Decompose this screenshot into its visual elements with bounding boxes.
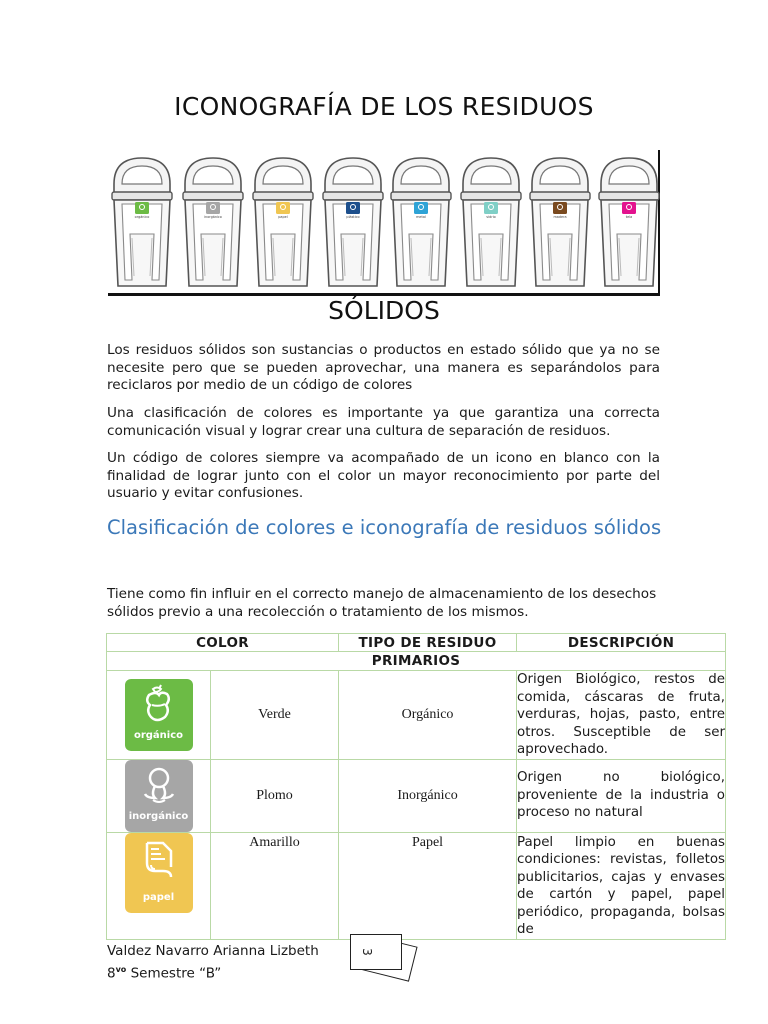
recycling-bin-drawing	[387, 154, 455, 290]
semester-line: $8^{vo}$ Semestre “B”	[107, 964, 222, 981]
tipo-cell: Papel	[339, 832, 517, 939]
bin-label: inorgánico	[204, 215, 222, 219]
wood-icon	[553, 202, 567, 214]
section-heading: Clasificación de colores e iconografía de residuos sólidos	[107, 516, 662, 539]
page-number: 3	[359, 948, 374, 956]
recycling-bin-drawing	[179, 154, 247, 290]
descripcion-cell: Origen Biológico, restos de comida, cáscaras de fruta, verduras, hojas, pasto, entre otros. Susceptible de ser aprovechado.	[517, 672, 726, 757]
recycling-bin-drawing	[108, 154, 176, 290]
bin-label: orgánico	[134, 215, 150, 219]
section-paragraph: Tiene como fin influir en el correcto manejo de almacenamiento de los desechos sólidos previo a una recolección o tratamiento de los mismos.	[107, 586, 657, 620]
bin-label: plástico	[346, 215, 360, 219]
document-title: ICONOGRAFÍA DE LOS RESIDUOS	[174, 92, 594, 121]
can-icon	[414, 202, 428, 214]
group-label: PRIMARIOS	[107, 652, 726, 671]
bin-label: vidrio	[486, 215, 496, 219]
paper-icon	[276, 202, 290, 214]
document-subtitle: SÓLIDOS	[328, 296, 440, 325]
header-descripcion: DESCRIPCIÓN	[517, 634, 726, 652]
recycling-bin-drawing	[319, 154, 387, 290]
bin-label: papel	[278, 215, 288, 219]
recycling-bins-illustration	[108, 150, 660, 296]
table-row	[107, 832, 726, 939]
footer-author-block	[107, 943, 319, 983]
icon-label: inorgánico	[128, 810, 189, 822]
intro-paragraph-3: Un código de colores siempre va acompañado de un icono en blanco con la finalidad de lograr junto con el color un mayor reconocimiento por parte del usuario y evitar confusiones.	[107, 450, 660, 501]
icon-label: papel	[142, 891, 175, 903]
intro-paragraph-1: Los residuos sólidos son sustancias o productos en estado sólido que ya no se necesite pero que se pueden aprovechar, una manera es separándolos para reciclaros por medio de un código de colores	[107, 342, 660, 393]
recycling-bin	[387, 154, 455, 290]
tipo-cell: Inorgánico	[339, 759, 517, 832]
bin-label: metal	[416, 215, 426, 219]
recycling-bin-drawing	[249, 154, 317, 290]
recycling-bin-drawing	[595, 154, 663, 290]
bin-label: tela	[625, 215, 633, 219]
recycling-bin	[249, 154, 317, 290]
header-tipo: TIPO DE RESIDUO	[339, 634, 517, 652]
tipo-cell: Orgánico	[339, 671, 517, 760]
apple-core-icon	[137, 683, 181, 727]
table-row	[107, 671, 726, 760]
bottle-icon	[346, 202, 360, 214]
page-number-badge	[348, 932, 428, 980]
recycling-bin-drawing	[457, 154, 525, 290]
icon-label: orgánico	[133, 729, 184, 741]
bag-icon	[137, 764, 181, 808]
intro-paragraph-2: Una clasificación de colores es importante ya que garantiza una correcta comunicación visual y lograr crear una cultura de separación de residuos.	[107, 405, 660, 439]
color-cell: Plomo	[211, 759, 339, 832]
icon-cell	[107, 832, 211, 939]
paper-icon	[137, 837, 181, 881]
organico-icon-box	[125, 679, 193, 751]
recycling-bin	[457, 154, 525, 290]
recycling-bin	[108, 154, 176, 290]
recycling-bin	[319, 154, 387, 290]
bin-label: madera	[553, 215, 567, 219]
table-row	[107, 759, 726, 832]
descripcion-cell: Papel limpio en buenas condiciones: revistas, folletos publicitarios, cajas y envases de cartón y papel, papel periódico, propaganda, bolsas de	[517, 832, 726, 939]
color-cell: Amarillo	[211, 832, 339, 939]
recycling-bin	[179, 154, 247, 290]
shirt-icon	[622, 202, 636, 214]
recycling-bin-drawing	[526, 154, 594, 290]
recycling-bin	[595, 154, 663, 290]
icon-cell	[107, 759, 211, 832]
paper-front-sheet	[350, 934, 402, 970]
header-color: COLOR	[107, 634, 339, 652]
inorganico-icon-box	[125, 760, 193, 832]
recycling-bin	[526, 154, 594, 290]
glass-icon	[484, 202, 498, 214]
papel-icon-box	[125, 833, 193, 913]
author-name: Valdez Navarro Arianna Lizbeth	[107, 943, 319, 959]
color-cell: Verde	[211, 671, 339, 760]
table-header-row	[107, 634, 726, 652]
bag-icon	[206, 202, 220, 214]
table-group-row	[107, 652, 726, 671]
apple-core-icon	[135, 202, 149, 214]
descripcion-cell: Origen no biológico, proveniente de la industria o proceso no natural	[517, 759, 726, 832]
icon-cell	[107, 671, 211, 760]
waste-classification-table	[106, 633, 726, 940]
